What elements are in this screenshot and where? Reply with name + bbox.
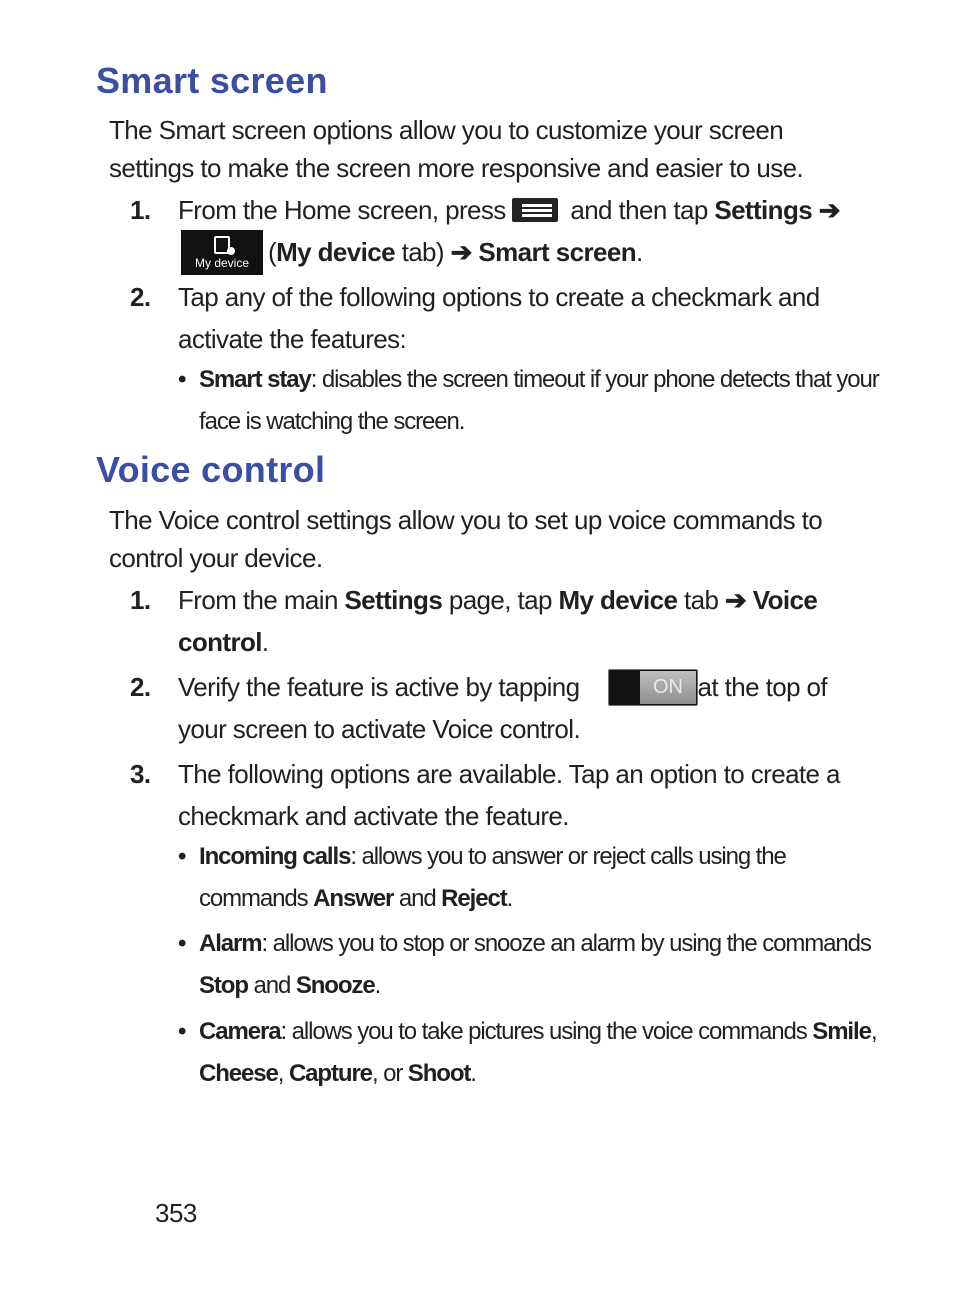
step-number: 1. xyxy=(130,585,151,615)
my-device-tab-icon xyxy=(181,230,263,275)
bullet-text: : allows you to take pictures using the voice commands xyxy=(280,1018,807,1045)
bullet-text: , or xyxy=(371,1060,403,1087)
command-reject: Reject xyxy=(441,885,507,912)
bullet-term: Alarm xyxy=(199,930,262,957)
my-device-term: My device xyxy=(276,237,395,267)
step-number: 1. xyxy=(130,195,151,225)
bullet-text: face is watching the screen. xyxy=(199,408,465,435)
command-capture: Capture xyxy=(288,1060,372,1087)
bullet-text: : allows you to answer or reject calls using the xyxy=(350,843,786,870)
step-text: and then tap xyxy=(570,195,708,225)
intro-line-1: The Smart screen options allow you to customize your screen xyxy=(109,115,784,145)
bullet-dot: • xyxy=(178,843,186,870)
bullet-text: and xyxy=(253,972,291,999)
voice-term: Voice xyxy=(752,585,818,615)
bullet-dot: • xyxy=(178,930,186,957)
page-number: 353 xyxy=(155,1198,197,1228)
my-device-icon-label: My device xyxy=(194,256,250,270)
period: . xyxy=(506,885,513,912)
period: . xyxy=(261,627,269,657)
smart-screen-intro xyxy=(109,111,909,187)
bullet-dot: • xyxy=(178,366,186,393)
step-text: page, tap xyxy=(448,585,552,615)
command-answer: Answer xyxy=(313,885,394,912)
voice-control-intro xyxy=(109,501,909,577)
settings-term: Settings xyxy=(714,195,813,225)
command-shoot: Shoot xyxy=(407,1060,471,1087)
step-number: 3. xyxy=(130,759,151,789)
menu-key-icon xyxy=(512,198,558,222)
step-text: activate the features: xyxy=(178,324,407,354)
step-text: tab xyxy=(684,585,719,615)
step-text: at the top of xyxy=(697,672,828,702)
arrow-glyph: ➔ xyxy=(450,237,472,267)
intro-line-1: The Voice control settings allow you to set up voice commands to xyxy=(109,505,823,535)
step-text: checkmark and activate the feature. xyxy=(178,801,569,831)
period: . xyxy=(374,972,381,999)
bullet-term: Camera xyxy=(199,1018,281,1045)
bullet-text: and xyxy=(398,885,436,912)
command-snooze: Snooze xyxy=(295,972,375,999)
toggle-label: ON xyxy=(640,671,696,704)
period: . xyxy=(470,1060,476,1087)
paren: ( xyxy=(268,237,277,267)
comma: , xyxy=(870,1018,877,1045)
step-text: tab) xyxy=(401,237,444,267)
step-number: 2. xyxy=(130,672,151,702)
bullet-term: Incoming calls xyxy=(199,843,351,870)
command-smile: Smile xyxy=(812,1018,871,1045)
device-person-icon xyxy=(214,236,230,254)
voice-control-on-toggle[interactable] xyxy=(608,669,698,706)
section-title-voice-control: Voice control xyxy=(96,449,326,490)
step-text: From the Home screen, press xyxy=(178,195,506,225)
bullet-text: : disables the screen timeout if your phone detects that your xyxy=(310,366,879,393)
period: . xyxy=(635,237,643,267)
control-term: control xyxy=(178,627,262,657)
settings-term: Settings xyxy=(344,585,443,615)
intro-line-2: settings to make the screen more responsive and easier to use. xyxy=(109,153,804,183)
arrow-glyph: ➔ xyxy=(818,195,840,225)
intro-line-2: control your device. xyxy=(109,543,323,573)
step-text: your screen to activate Voice control. xyxy=(178,714,581,744)
command-stop: Stop xyxy=(199,972,248,999)
bullet-text: commands xyxy=(199,885,308,912)
smart-screen-term: Smart screen xyxy=(478,237,636,267)
arrow-glyph: ➔ xyxy=(724,585,747,615)
step-number: 2. xyxy=(130,282,151,312)
bullet-term: Smart stay xyxy=(199,366,311,393)
bullet-text: : allows you to stop or snooze an alarm by using the commands xyxy=(261,930,871,957)
my-device-term: My device xyxy=(558,585,678,615)
section-title-smart-screen: Smart screen xyxy=(96,60,328,101)
step-text: From the main xyxy=(178,585,338,615)
bullet-dot: • xyxy=(178,1018,186,1045)
step-text: Tap any of the following options to create a checkmark and xyxy=(178,282,820,312)
comma: , xyxy=(277,1060,284,1087)
command-cheese: Cheese xyxy=(199,1060,278,1087)
step-text: Verify the feature is active by tapping xyxy=(178,672,580,702)
step-text: The following options are available. Tap an option to create a xyxy=(178,759,840,789)
